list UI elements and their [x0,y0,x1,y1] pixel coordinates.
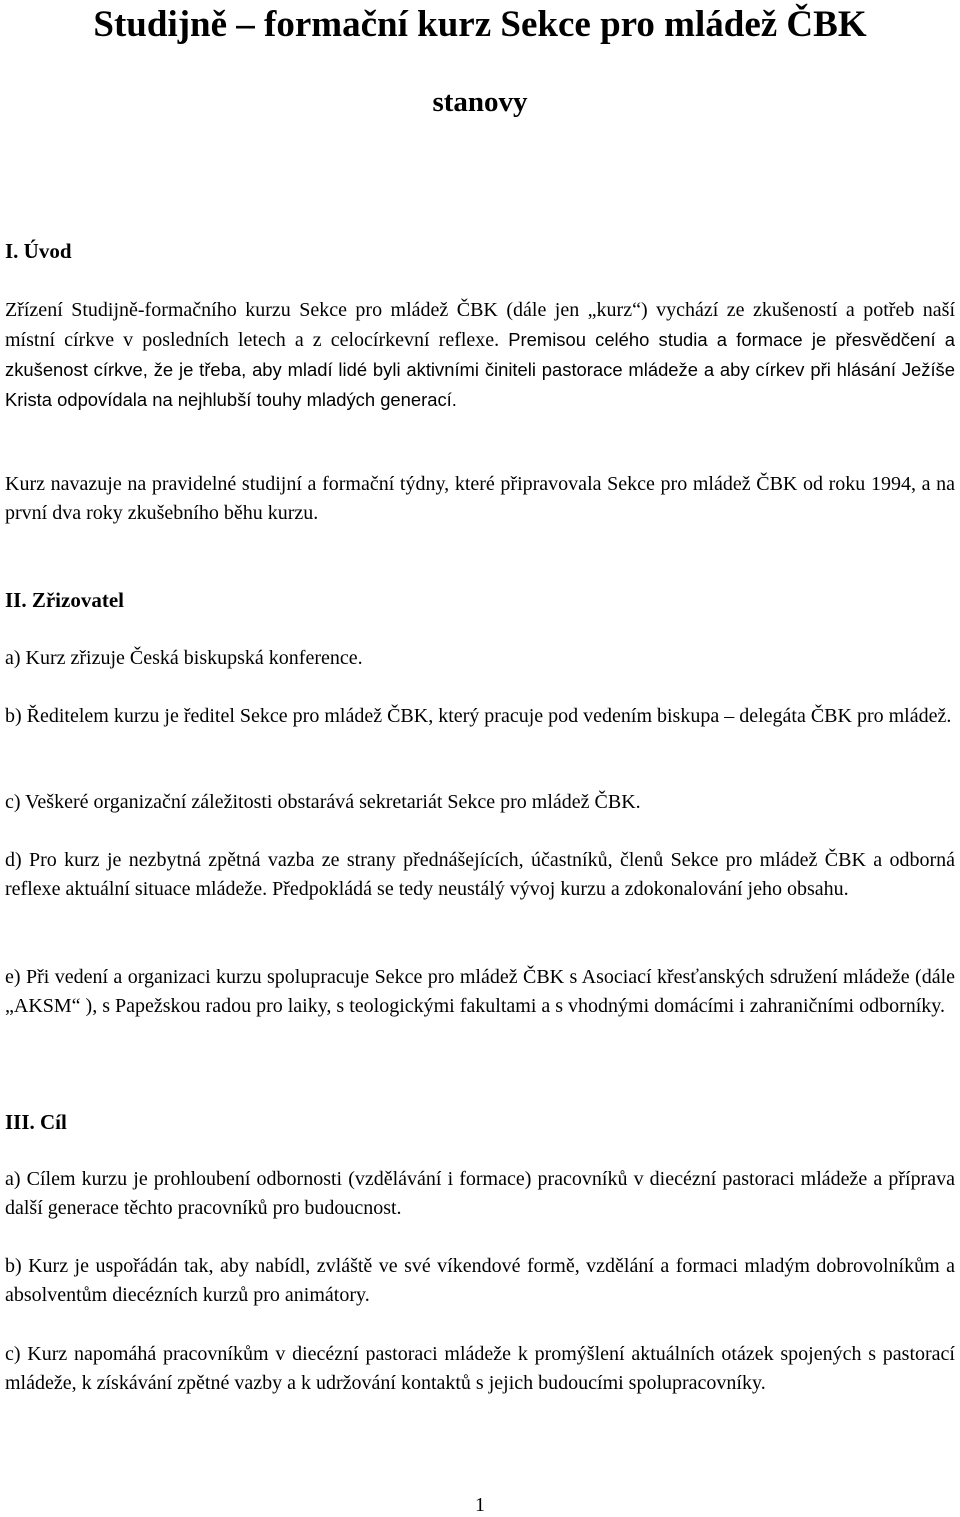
section-heading-uvod: I. Úvod [5,239,72,263]
paragraph-uvod-1-serif: Zřízení Studijně-formačního kurzu Sekce pro mládež ČBK (dále jen „kurz“) vychází ze zkušeností a potřeb naší místní církve v posledních letech a z celocírkevní reflexe. [5,299,955,351]
paragraph-zrizovatel-d: d) Pro kurz je nezbytná zpětná vazba ze strany přednášejících, účastníků, členů Sekce pro mládež ČBK a odborná reflexe aktuální situace mládeže. Předpokládá se tedy neustálý vývoj kurzu a zdokonalování jeho obsahu. [5,849,955,900]
paragraph-cil-c: c) Kurz napomáhá pracovníkům v diecézní pastoraci mládeže k promýšlení aktuálních otázek spojených s pastorací mládeže, k získávání zpětné vazby a k udržování kontaktů s jejich budoucími spolupracovníky. [5,1343,955,1394]
paragraph-uvod-1-sans: Premisou celého studia a formace je přesvědčení a zkušenost církve, že je třeba, aby mladí lidé byli aktivními činiteli pastorace mládeže a aby církev při hlásání Ježíše Krista odpovídala na nejhlubší touhy mladých generací. [5,329,955,410]
document-subtitle: stanovy [432,86,528,118]
paragraph-cil-b: b) Kurz je uspořádán tak, aby nabídl, zvláště ve své víkendové formě, vzdělání a formaci mladým dobrovolníkům a absolventům diecézních kurzů pro animátory. [5,1255,955,1306]
page-number: 1 [475,1494,485,1516]
paragraph-zrizovatel-b: b) Ředitelem kurzu je ředitel Sekce pro mládež ČBK, který pracuje pod vedením biskupa – delegáta ČBK pro mládež. [5,705,952,727]
paragraph-uvod-2: Kurz navazuje na pravidelné studijní a formační týdny, které připravovala Sekce pro mládež ČBK od roku 1994, a na první dva roky zkušebního běhu kurzu. [5,473,955,524]
paragraph-zrizovatel-a: a) Kurz zřizuje Česká biskupská konference. [5,647,363,669]
paragraph-zrizovatel-e: e) Při vedení a organizaci kurzu spolupracuje Sekce pro mládež ČBK s Asociací křesťanských sdružení mládeže (dále „AKSM“ ), s Papežskou radou pro laiky, s teologickými fakultami a s vhodnými domácími i zahraničními odborníky. [5,966,955,1017]
paragraph-cil-a: a) Cílem kurzu je prohloubení odbornosti (vzdělávání i formace) pracovníků v diecézní pastoraci mládeže a příprava další generace těchto pracovníků pro budoucnost. [5,1168,955,1219]
document-title: Studijně – formační kurz Sekce pro mládež ČBK [93,4,867,45]
section-heading-zrizovatel: II. Zřizovatel [5,588,124,612]
paragraph-uvod-1 [5,296,955,415]
paragraph-zrizovatel-c: c) Veškeré organizační záležitosti obstarává sekretariát Sekce pro mládež ČBK. [5,791,641,813]
section-heading-cil: III. Cíl [5,1110,67,1134]
